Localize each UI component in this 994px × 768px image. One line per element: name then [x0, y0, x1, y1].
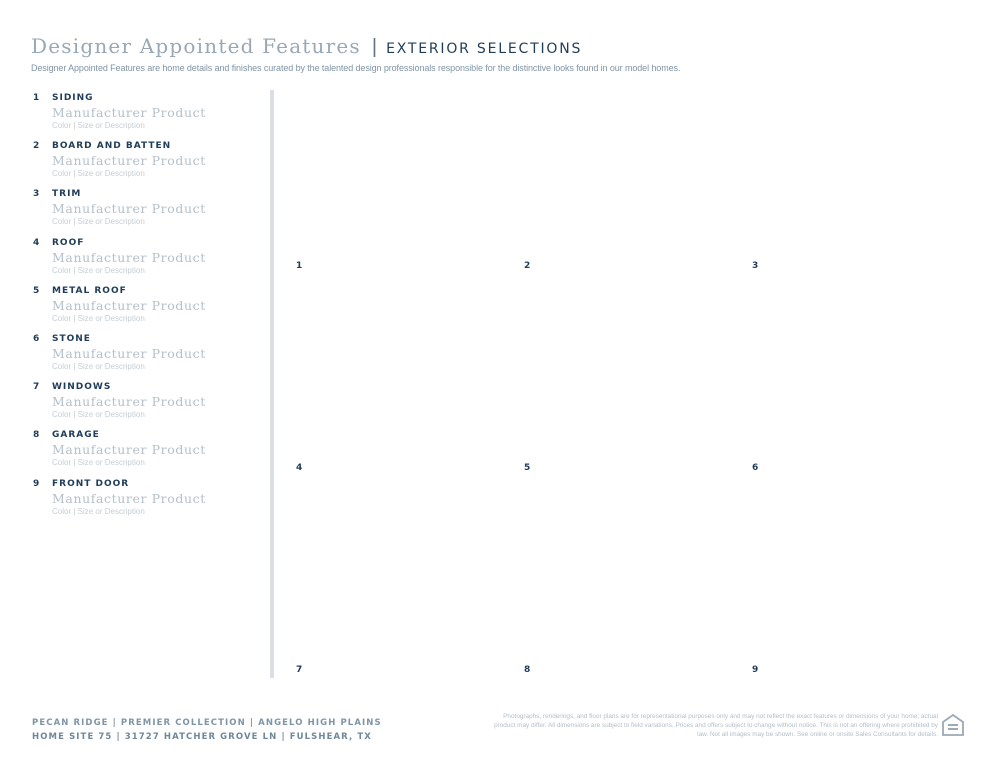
item-category: TRIM: [52, 189, 82, 200]
list-item: [33, 382, 263, 430]
image-grid: [296, 90, 976, 680]
item-description: Color | Size or Description: [52, 265, 145, 275]
grid-label: 9: [752, 665, 759, 675]
item-number: 5: [33, 285, 40, 296]
item-number: 9: [33, 478, 40, 489]
footer-community-info: [32, 716, 382, 744]
item-category: GARAGE: [52, 430, 100, 441]
item-number: 1: [33, 93, 40, 103]
item-number: 8: [33, 430, 40, 441]
item-number: 6: [33, 333, 40, 344]
item-number: 7: [33, 382, 40, 393]
list-item: [33, 189, 263, 237]
item-product: Manufacturer Product: [52, 490, 206, 506]
list-item: [33, 238, 263, 286]
item-description: Color | Size or Description: [52, 313, 145, 323]
list-item: [33, 93, 263, 141]
item-product: Manufacturer Product: [52, 345, 206, 361]
item-description: Color | Size or Description: [52, 506, 145, 516]
header: [31, 34, 961, 73]
list-item: [33, 430, 263, 478]
grid-label: 2: [524, 261, 531, 271]
vertical-divider: [270, 90, 274, 678]
item-number: 3: [33, 189, 40, 200]
page-title: Designer Appointed Features: [31, 34, 361, 58]
title-separator: |: [371, 36, 378, 58]
item-description: Color | Size or Description: [52, 361, 145, 371]
item-number: 2: [33, 141, 40, 152]
grid-label: 3: [752, 261, 759, 271]
grid-label: 6: [752, 463, 759, 473]
item-category: FRONT DOOR: [52, 478, 130, 489]
equal-housing-opportunity-icon: [942, 714, 964, 736]
item-product: Manufacturer Product: [52, 297, 206, 313]
grid-label: 4: [296, 463, 303, 473]
item-category: STONE: [52, 333, 91, 344]
grid-label: 1: [296, 261, 303, 271]
item-category: WINDOWS: [52, 382, 112, 393]
item-product: Manufacturer Product: [52, 249, 206, 265]
item-product: Manufacturer Product: [52, 105, 206, 120]
item-category: BOARD AND BATTEN: [52, 141, 172, 152]
grid-label: 7: [296, 665, 303, 675]
list-item: [33, 479, 263, 527]
footer-line-community: PECAN RIDGE | PREMIER COLLECTION | ANGELO HIGH PLAINS: [32, 718, 382, 728]
selections-list: [33, 93, 263, 527]
item-product: Manufacturer Product: [52, 394, 206, 410]
list-item: [33, 141, 263, 189]
grid-label: 5: [524, 463, 531, 473]
item-product: Manufacturer Product: [52, 153, 206, 169]
item-category: SIDING: [52, 93, 94, 103]
intro-text: Designer Appointed Features are home details and finishes curated by the talented design professionals responsible for the distinctive looks found in our model homes.: [31, 63, 681, 73]
footer-line-address: HOME SITE 75 | 31727 HATCHER GROVE LN | FULSHEAR, TX: [32, 732, 372, 742]
item-category: ROOF: [52, 237, 85, 248]
item-description: Color | Size or Description: [52, 410, 145, 420]
page-subtitle: EXTERIOR SELECTIONS: [386, 41, 583, 57]
list-item: [33, 286, 263, 334]
list-item: [33, 334, 263, 382]
item-category: METAL ROOF: [52, 285, 127, 296]
item-description: Color | Size or Description: [52, 169, 145, 179]
footer-disclaimer: Photographs, renderings, and floor plans are for representational purposes only and may not reflect the exact features or dimensions of your home; actual product may differ. All dimensions are subject to field variations. Prices and offers subject to change without notice. This is not an offering where prohibited by law. Not all images may be shown. See online or onsite Sales Consultants for details.: [494, 713, 938, 738]
item-product: Manufacturer Product: [52, 201, 206, 217]
item-description: Color | Size or Description: [52, 217, 145, 227]
title-row: [31, 34, 961, 59]
item-description: Color | Size or Description: [52, 458, 145, 468]
grid-label: 8: [524, 665, 531, 675]
item-product: Manufacturer Product: [52, 442, 206, 458]
item-description: Color | Size or Description: [52, 121, 145, 130]
item-number: 4: [33, 237, 40, 248]
